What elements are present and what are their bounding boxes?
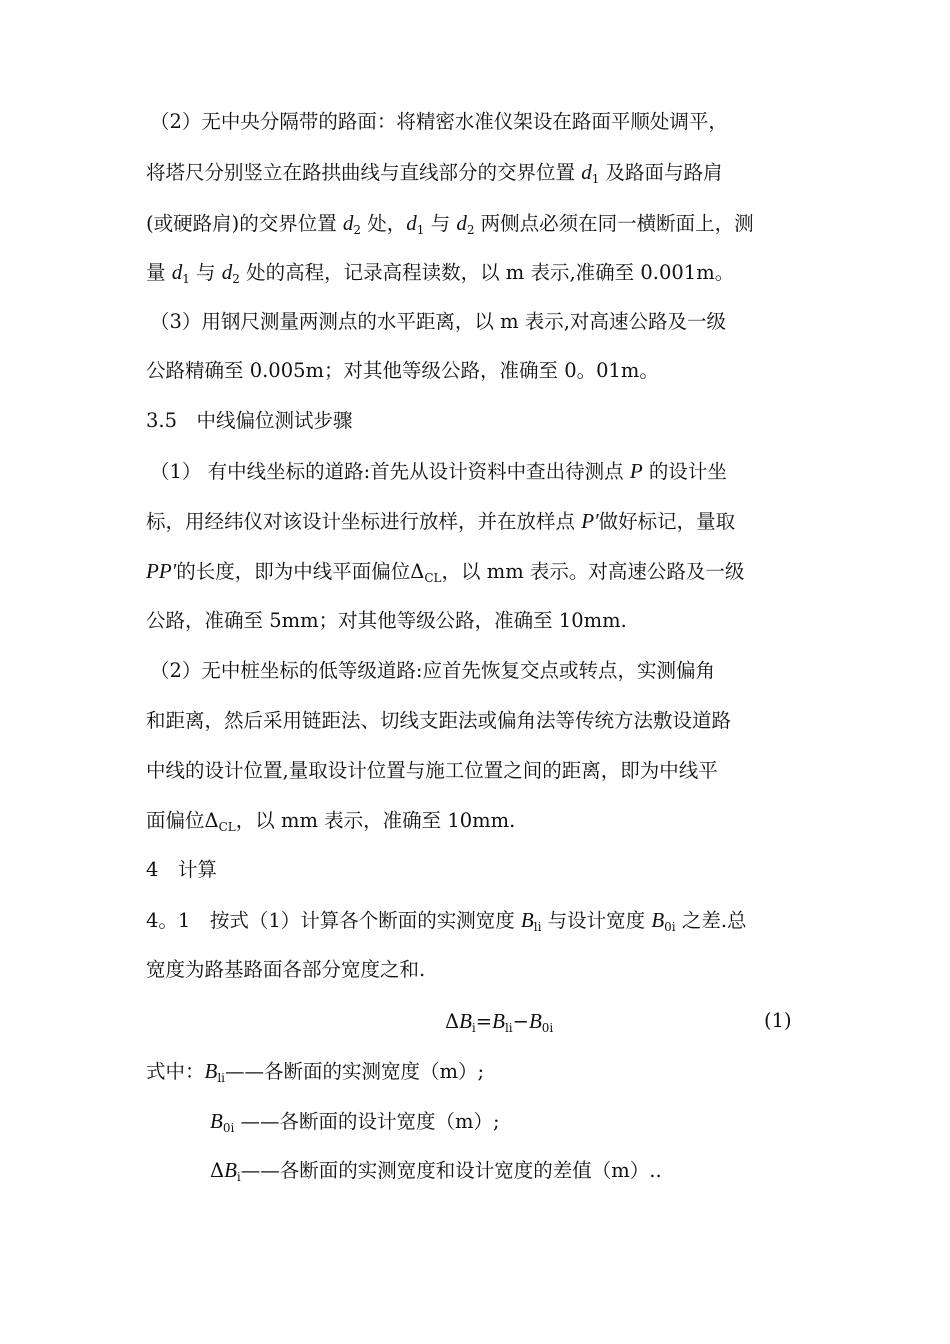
- definition-line: $\Delta B_i——$各断面的实测宽度和设计宽度的差值（m）..: [210, 1158, 662, 1184]
- para-line: (或硬路肩)的交界位置 $d_2$ 处，$d_1$ 与 $d_2$ 两侧点必须在同一横断面上，测: [146, 211, 754, 237]
- para-line: 公路，准确至 5mm；对其他等级公路，准确至 10mm.: [146, 609, 627, 632]
- para-line: 量 $d_1$ 与 $d_2$ 处的高程，记录高程读数，以 m 表示,准确至 0.001m。: [146, 260, 735, 286]
- para-line: 4。1 按式（1）计算各个断面的实测宽度 $B_{li}$ 与设计宽度 $B_{0i}$ 之差.总: [146, 908, 747, 934]
- equation-number: (1): [764, 1009, 792, 1032]
- para-line: 面偏位$\Delta_{CL}$，以 mm 表示，准确至 10mm.: [146, 809, 516, 834]
- para-line: （1） 有中线坐标的道路:首先从设计资料中查出待测点 P 的设计坐: [150, 459, 727, 483]
- para-line: 中线的设计位置,量取设计位置与施工位置之间的距离，即为中线平: [146, 759, 718, 782]
- section-heading: 3.5 中线偏位测试步骤: [146, 409, 353, 432]
- para-line: 公路精确至 0.005m；对其他等级公路，准确至 0。01m。: [146, 359, 659, 382]
- para-line: （2）无中桩坐标的低等级道路:应首先恢复交点或转点，实测偏角: [150, 659, 715, 682]
- para-line: 宽度为路基路面各部分宽度之和.: [146, 958, 426, 981]
- para-line: （2）无中央分隔带的路面：将精密水准仪架设在路面平顺处调平，: [150, 110, 728, 133]
- para-line: PP′的长度，即为中线平面偏位$\Delta_{CL}$，以 mm 表示。对高速公路及一级: [146, 559, 745, 585]
- equation: $\Delta B_i=B_{li}-B_{0i}$: [445, 1009, 554, 1035]
- para-line: （3）用钢尺测量两测点的水平距离，以 m 表示,对高速公路及一级: [150, 310, 726, 333]
- para-line: 将塔尺分别竖立在路拱曲线与直线部分的交界位置 $d_1$ 及路面与路肩: [146, 160, 723, 186]
- para-line: 标，用经纬仪对该设计坐标进行放样，并在放样点 P′做好标记，量取: [146, 509, 736, 533]
- section-heading: 4 计算: [146, 858, 217, 881]
- definition-line: 式中：$B_{li}——$各断面的实测宽度（m）;: [146, 1059, 485, 1085]
- definition-line: $B_{0i}$ ——各断面的设计宽度（m）;: [210, 1109, 500, 1135]
- para-line: 和距离，然后采用链距法、切线支距法或偏角法等传统方法敷设道路: [146, 709, 732, 732]
